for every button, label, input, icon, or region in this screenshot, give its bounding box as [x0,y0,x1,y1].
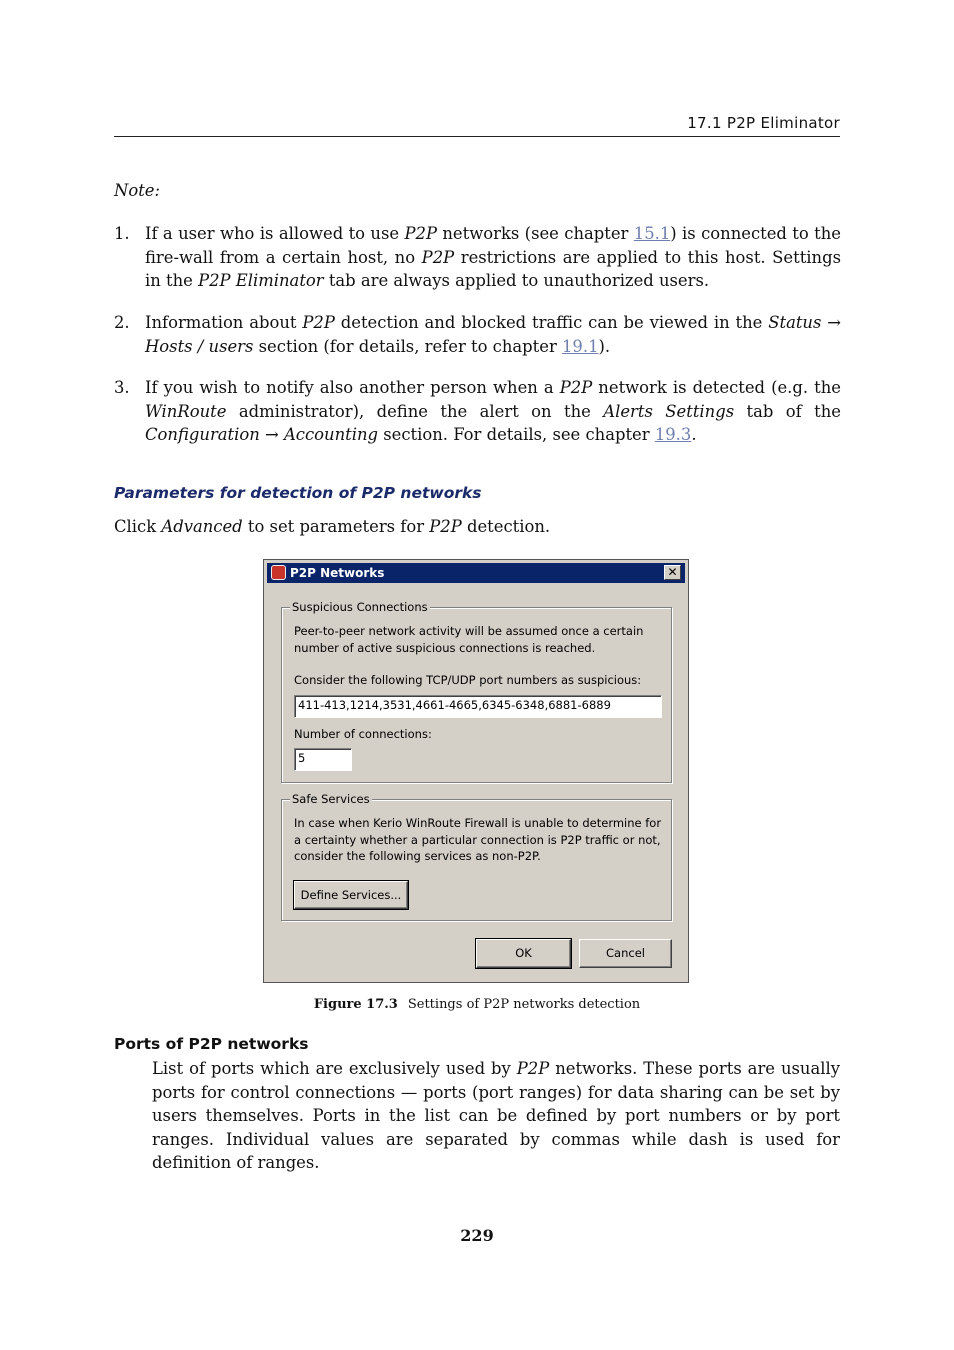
text-run: If you wish to notify also another person when a [145,378,560,397]
ports-description [152,1057,840,1175]
note-item-3 [114,376,841,447]
text-run: . [691,425,697,444]
text-run: P2P [429,517,462,536]
define-services-button[interactable]: Define Services... [294,881,408,909]
text-run: restrictions are applied to this host. Settings in the [145,247,841,290]
ok-button[interactable]: OK [476,939,571,968]
text-run: section. For details, see chapter [378,425,655,444]
chapter-link-19-3[interactable]: 19.3 [654,425,692,444]
text-run: networks (see chapter [436,224,634,243]
text-run: Status → Hosts / users [145,313,841,356]
connections-input[interactable]: 5 [294,748,352,771]
chapter-link-19-1[interactable]: 19.1 [562,336,599,356]
safe-services-group [281,792,672,921]
text-run: P2P [404,224,437,243]
ports-label: Consider the following TCP/UDP port numbers as suspicious: [294,673,642,687]
connections-label: Number of connections: [294,727,432,741]
text-run: section (for details, refer to chapter [253,336,562,356]
suspicious-connections-group [281,600,672,783]
figure-number: Figure 17.3 [313,997,398,1012]
text-run: detection and blocked traffic can be viewed in the [334,313,769,332]
text-run: P2P [421,247,455,267]
list-text [145,222,841,293]
text-run: Advanced [161,517,243,536]
section-heading: Parameters for detection of P2P networks [114,484,482,502]
page-number: 229 [460,1226,494,1245]
suspicious-description: Peer-to-peer network activity will be assumed once a certain number of active suspicious connections is reached. [294,624,644,655]
text-run: Configuration → Accounting [145,425,379,444]
dialog-title: P2P Networks [290,566,385,580]
close-icon: ✕ [667,565,678,579]
text-run: ) is connected to the fire-wall from a certain host, no [145,224,841,267]
text-run: networks. These ports are usually ports for control connections — ports (port ranges) for data sharing can be set by users themselves. Ports in the list can be defined by port numbers or by port ranges. Individual values are separated by commas while dash is used for definition of ranges. [152,1059,840,1172]
text-run: Click [114,517,162,536]
note-label: Note: [114,181,161,200]
dialog-titlebar[interactable] [267,563,685,583]
list-number: 3. [114,378,130,397]
text-run: P2P [559,378,593,397]
text-run: Information about [145,313,303,332]
app-icon [271,565,286,580]
figure-caption-text: Settings of P2P networks detection [407,997,641,1012]
group-legend: Suspicious Connections [292,600,428,614]
text-run: to set parameters for [242,517,430,536]
list-text [145,376,841,447]
list-number: 1. [114,224,130,243]
text-run: P2P Eliminator [198,271,324,290]
cancel-button[interactable]: Cancel [579,939,672,968]
text-run: administrator), define the alert on the [226,401,604,421]
figure-caption [114,997,840,1012]
section-intro [114,515,550,539]
list-number: 2. [114,313,130,332]
text-run: detection. [461,517,551,536]
ports-term: Ports of P2P networks [114,1035,309,1053]
text-run: WinRoute [145,401,227,421]
text-run: ). [598,336,611,356]
safe-description: In case when Kerio WinRoute Firewall is unable to determine for a certainty whether a particular connection is P2P traffic or not, consider the following services as non-P2P. [294,816,662,863]
text-run: P2P [516,1059,550,1078]
note-item-2 [114,311,841,358]
running-header: 17.1 P2P Eliminator [687,114,840,132]
text-run: tab of the [734,401,841,421]
text-run: List of ports which are exclusively used by [152,1059,517,1078]
text-run: P2P [302,313,335,332]
header-rule [114,136,840,137]
p2p-networks-dialog [263,559,689,983]
text-run: Alerts Settings [603,401,735,421]
text-run: network is detected (e.g. the [592,378,841,397]
text-run: If a user who is allowed to use [145,224,405,243]
note-item-1 [114,222,841,293]
list-text [145,311,841,358]
group-legend: Safe Services [292,792,370,806]
text-run: tab are always applied to unauthorized users. [323,271,710,290]
chapter-link-15-1[interactable]: 15.1 [633,224,671,243]
ports-input[interactable]: 411-413,1214,3531,4661-4665,6345-6348,6881-6889 [294,695,662,718]
close-button[interactable] [664,565,681,580]
